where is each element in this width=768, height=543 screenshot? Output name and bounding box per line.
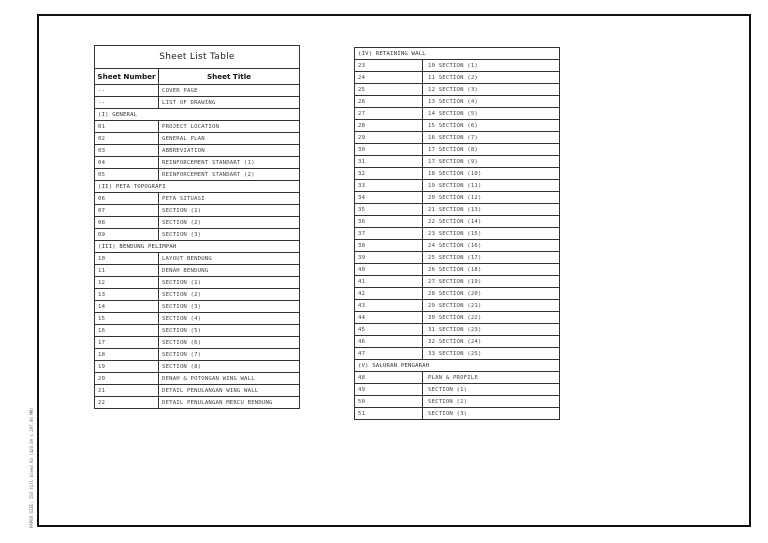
table-row bbox=[355, 312, 560, 324]
table-row bbox=[95, 97, 300, 109]
table-group-row bbox=[95, 181, 300, 193]
sheet-title-cell: 33 SECTION (25) bbox=[423, 348, 560, 360]
table-row bbox=[355, 180, 560, 192]
sheet-title-cell: 13 SECTION (4) bbox=[423, 96, 560, 108]
table-row bbox=[355, 228, 560, 240]
group-heading: (IV) RETAINING WALL bbox=[355, 48, 560, 60]
table-row bbox=[95, 145, 300, 157]
sheet-number-cell: 45 bbox=[355, 324, 423, 336]
sheet-number-cell: 16 bbox=[95, 325, 159, 337]
table-row bbox=[95, 373, 300, 385]
table-row bbox=[355, 96, 560, 108]
column-header-sheet-number: Sheet Number bbox=[95, 69, 159, 85]
sheet-number-cell: 14 bbox=[95, 301, 159, 313]
table-row bbox=[95, 217, 300, 229]
sheet-title-cell: 16 SECTION (7) bbox=[423, 132, 560, 144]
sheet-number-cell: 15 bbox=[95, 313, 159, 325]
sheet-title-cell: SECTION (3) bbox=[159, 229, 300, 241]
sheet-number-cell: 24 bbox=[355, 72, 423, 84]
sheet-number-cell: 34 bbox=[355, 192, 423, 204]
table-group-row bbox=[355, 48, 560, 60]
sheet-number-cell: 40 bbox=[355, 264, 423, 276]
sheet-title-cell: 25 SECTION (17) bbox=[423, 252, 560, 264]
sheet-title-cell: SECTION (6) bbox=[159, 337, 300, 349]
sheet-number-cell: 32 bbox=[355, 168, 423, 180]
sheet-number-cell: 10 bbox=[95, 253, 159, 265]
column-header-sheet-title: Sheet Title bbox=[159, 69, 300, 85]
table-row bbox=[95, 265, 300, 277]
sheet-title-cell: 26 SECTION (18) bbox=[423, 264, 560, 276]
sheet-number-cell: 23 bbox=[355, 60, 423, 72]
sheet-title-cell: GENERAL PLAN bbox=[159, 133, 300, 145]
table-header-row bbox=[95, 69, 300, 85]
sheet-title-cell: PROJECT LOCATION bbox=[159, 121, 300, 133]
sheet-title-cell: 12 SECTION (3) bbox=[423, 84, 560, 96]
table-row bbox=[95, 85, 300, 97]
sheet-title-cell: SECTION (3) bbox=[423, 408, 560, 420]
sheet-title-cell: 20 SECTION (12) bbox=[423, 192, 560, 204]
sheet-title-cell: 18 SECTION (10) bbox=[423, 168, 560, 180]
sheet-number-cell: 35 bbox=[355, 204, 423, 216]
table-row bbox=[95, 361, 300, 373]
sheet-number-cell: 05 bbox=[95, 169, 159, 181]
sheet-list-table-body bbox=[95, 46, 300, 409]
table-row bbox=[355, 408, 560, 420]
table-row bbox=[355, 252, 560, 264]
table-row bbox=[355, 300, 560, 312]
sheet-title-cell: 14 SECTION (5) bbox=[423, 108, 560, 120]
table-row bbox=[355, 288, 560, 300]
sheet-number-cell: 28 bbox=[355, 120, 423, 132]
table-row bbox=[355, 132, 560, 144]
sheet-title-cell: SECTION (5) bbox=[159, 325, 300, 337]
table-row bbox=[95, 229, 300, 241]
sheet-title-cell: SECTION (1) bbox=[159, 205, 300, 217]
sheet-number-cell: 46 bbox=[355, 336, 423, 348]
sheet-number-cell: -- bbox=[95, 97, 159, 109]
sheet-title-cell: 11 SECTION (2) bbox=[423, 72, 560, 84]
paper-size-note bbox=[27, 407, 37, 530]
group-heading: (V) SALURAN PENGARAH bbox=[355, 360, 560, 372]
table-row bbox=[355, 336, 560, 348]
table-row bbox=[355, 144, 560, 156]
sheet-title-cell: SECTION (2) bbox=[159, 289, 300, 301]
sheet-title-cell: LAYOUT BENDUNG bbox=[159, 253, 300, 265]
sheet-number-cell: 33 bbox=[355, 180, 423, 192]
table-group-row bbox=[95, 241, 300, 253]
table-row bbox=[355, 384, 560, 396]
table-row bbox=[355, 324, 560, 336]
sheet-list-table-continued bbox=[354, 47, 560, 420]
table-row bbox=[95, 205, 300, 217]
group-heading: (III) BENDUNG PELIMPAH bbox=[95, 241, 300, 253]
sheet-number-cell: 27 bbox=[355, 108, 423, 120]
sheet-number-cell: 44 bbox=[355, 312, 423, 324]
sheet-number-cell: 31 bbox=[355, 156, 423, 168]
sheet-title-cell: 29 SECTION (21) bbox=[423, 300, 560, 312]
table-row bbox=[355, 108, 560, 120]
table-title: Sheet List Table bbox=[95, 46, 300, 69]
table-row bbox=[355, 168, 560, 180]
table-row bbox=[355, 276, 560, 288]
sheet-title-cell: DETAIL PENULANGAN MERCU BENDUNG bbox=[159, 397, 300, 409]
sheet-title-cell: SECTION (8) bbox=[159, 361, 300, 373]
sheet-number-cell: 20 bbox=[95, 373, 159, 385]
table-title-row bbox=[95, 46, 300, 69]
sheet-number-cell: 37 bbox=[355, 228, 423, 240]
sheet-title-cell: 22 SECTION (14) bbox=[423, 216, 560, 228]
sheet-number-cell: 13 bbox=[95, 289, 159, 301]
paper-size-text: PAPER SIZE: ISO full bleed A3 (420.00 x 297.00 MM) bbox=[29, 407, 34, 528]
sheet-number-cell: 41 bbox=[355, 276, 423, 288]
sheet-title-cell: 17 SECTION (9) bbox=[423, 156, 560, 168]
sheet-number-cell: 39 bbox=[355, 252, 423, 264]
sheet-number-cell: 12 bbox=[95, 277, 159, 289]
sheet-title-cell: SECTION (3) bbox=[159, 301, 300, 313]
sheet-number-cell: 11 bbox=[95, 265, 159, 277]
sheet-number-cell: 01 bbox=[95, 121, 159, 133]
table-row bbox=[355, 216, 560, 228]
sheet-title-cell: 19 SECTION (11) bbox=[423, 180, 560, 192]
table-row bbox=[95, 289, 300, 301]
sheet-number-cell: 43 bbox=[355, 300, 423, 312]
sheet-title-cell: SECTION (2) bbox=[159, 217, 300, 229]
table-row bbox=[95, 337, 300, 349]
table-row bbox=[95, 157, 300, 169]
sheet-title-cell: REINFORCEMENT STANDART (1) bbox=[159, 157, 300, 169]
sheet-title-cell: SECTION (1) bbox=[159, 277, 300, 289]
sheet-number-cell: 17 bbox=[95, 337, 159, 349]
sheet-title-cell: SECTION (1) bbox=[423, 384, 560, 396]
sheet-title-cell: 15 SECTION (6) bbox=[423, 120, 560, 132]
sheet-title-cell: 30 SECTION (22) bbox=[423, 312, 560, 324]
sheet-number-cell: 26 bbox=[355, 96, 423, 108]
table-row bbox=[355, 204, 560, 216]
table-row bbox=[355, 156, 560, 168]
table-row bbox=[355, 60, 560, 72]
sheet-title-cell: 28 SECTION (20) bbox=[423, 288, 560, 300]
sheet-number-cell: 04 bbox=[95, 157, 159, 169]
sheet-number-cell: 30 bbox=[355, 144, 423, 156]
sheet-number-cell: 47 bbox=[355, 348, 423, 360]
table-row bbox=[355, 348, 560, 360]
group-heading: (II) PETA TOPOGRAFI bbox=[95, 181, 300, 193]
sheet-title-cell: 32 SECTION (24) bbox=[423, 336, 560, 348]
sheet-number-cell: 49 bbox=[355, 384, 423, 396]
sheet-number-cell: 25 bbox=[355, 84, 423, 96]
sheet-title-cell: DENAH BENDUNG bbox=[159, 265, 300, 277]
table-row bbox=[355, 120, 560, 132]
sheet-number-cell: 21 bbox=[95, 385, 159, 397]
sheet-number-cell: -- bbox=[95, 85, 159, 97]
sheet-title-cell: SECTION (4) bbox=[159, 313, 300, 325]
sheet-number-cell: 51 bbox=[355, 408, 423, 420]
group-heading: (I) GENERAL bbox=[95, 109, 300, 121]
sheet-title-cell: 31 SECTION (23) bbox=[423, 324, 560, 336]
sheet-title-cell: PETA SITUASI bbox=[159, 193, 300, 205]
table-group-row bbox=[95, 109, 300, 121]
sheet-title-cell: REINFORCEMENT STANDART (2) bbox=[159, 169, 300, 181]
sheet-number-cell: 18 bbox=[95, 349, 159, 361]
sheet-number-cell: 06 bbox=[95, 193, 159, 205]
sheet-title-cell: COVER PAGE bbox=[159, 85, 300, 97]
table-row bbox=[95, 397, 300, 409]
sheet-title-cell: 23 SECTION (15) bbox=[423, 228, 560, 240]
sheet-title-cell: 21 SECTION (13) bbox=[423, 204, 560, 216]
sheet-number-cell: 08 bbox=[95, 217, 159, 229]
sheet-number-cell: 07 bbox=[95, 205, 159, 217]
table-row bbox=[95, 169, 300, 181]
table-row bbox=[95, 349, 300, 361]
sheet-number-cell: 03 bbox=[95, 145, 159, 157]
sheet-number-cell: 42 bbox=[355, 288, 423, 300]
sheet-number-cell: 09 bbox=[95, 229, 159, 241]
table-row bbox=[95, 133, 300, 145]
table-row bbox=[95, 277, 300, 289]
table-row bbox=[355, 396, 560, 408]
table-row bbox=[355, 264, 560, 276]
table-row bbox=[95, 313, 300, 325]
sheet-number-cell: 48 bbox=[355, 372, 423, 384]
table-row bbox=[95, 193, 300, 205]
sheet-number-cell: 19 bbox=[95, 361, 159, 373]
table-row bbox=[355, 84, 560, 96]
sheet-title-cell: SECTION (7) bbox=[159, 349, 300, 361]
sheet-title-cell: SECTION (2) bbox=[423, 396, 560, 408]
sheet-number-cell: 38 bbox=[355, 240, 423, 252]
sheet-number-cell: 22 bbox=[95, 397, 159, 409]
sheet-number-cell: 50 bbox=[355, 396, 423, 408]
sheet-title-cell: PLAN & PROFILE bbox=[423, 372, 560, 384]
sheet-list-table bbox=[94, 45, 300, 409]
sheet-number-cell: 02 bbox=[95, 133, 159, 145]
table-row bbox=[355, 240, 560, 252]
table-row bbox=[95, 253, 300, 265]
sheet-title-cell: LIST OF DRAWING bbox=[159, 97, 300, 109]
table-row bbox=[355, 192, 560, 204]
table-row bbox=[355, 372, 560, 384]
table-row bbox=[95, 301, 300, 313]
sheet-number-cell: 36 bbox=[355, 216, 423, 228]
table-row bbox=[95, 121, 300, 133]
sheet-title-cell: DETAIL PENULANGAN WING WALL bbox=[159, 385, 300, 397]
sheet-title-cell: 24 SECTION (16) bbox=[423, 240, 560, 252]
sheet-list-table-continued-body bbox=[355, 48, 560, 420]
sheet-title-cell: DENAH & POTONGAN WING WALL bbox=[159, 373, 300, 385]
sheet-number-cell: 29 bbox=[355, 132, 423, 144]
table-row bbox=[95, 325, 300, 337]
sheet-title-cell: 10 SECTION (1) bbox=[423, 60, 560, 72]
sheet-title-cell: ABBREVIATION bbox=[159, 145, 300, 157]
table-row bbox=[95, 385, 300, 397]
sheet-title-cell: 27 SECTION (19) bbox=[423, 276, 560, 288]
sheet-title-cell: 17 SECTION (8) bbox=[423, 144, 560, 156]
table-group-row bbox=[355, 360, 560, 372]
table-row bbox=[355, 72, 560, 84]
